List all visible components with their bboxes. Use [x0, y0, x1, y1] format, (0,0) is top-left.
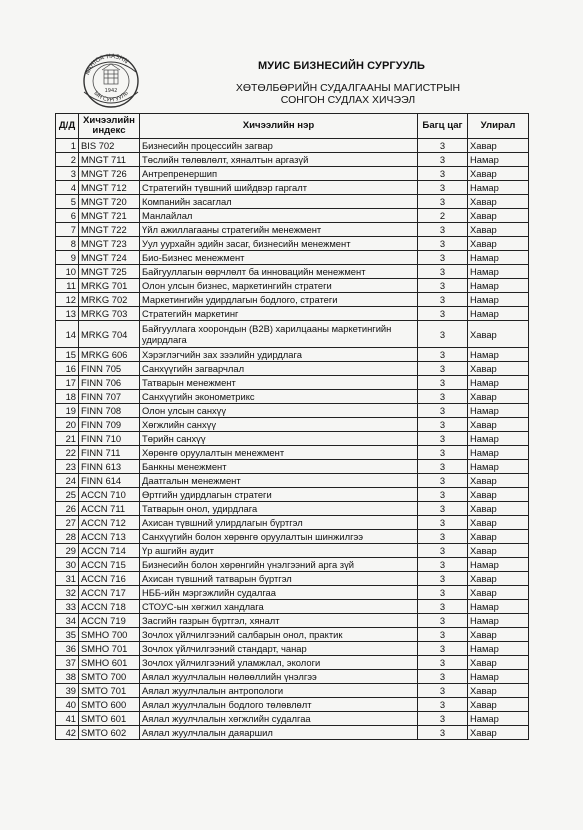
row-number: 21 [56, 432, 79, 446]
document-subtitle [226, 82, 470, 106]
credit-hours: 3 [418, 418, 468, 432]
subtitle-line-2: СОНГОН СУДЛАХ ХИЧЭЭЛ [280, 94, 416, 106]
table-body [56, 139, 529, 740]
semester: Хавар [468, 628, 529, 642]
semester: Хавар [468, 362, 529, 376]
credit-hours: 3 [418, 670, 468, 684]
course-code: ACCN 717 [79, 586, 140, 600]
course-name: Аялал жуулчлалын бодлого төлөвлөлт [140, 698, 418, 712]
course-code: FINN 708 [79, 404, 140, 418]
table-row [56, 460, 529, 474]
table-row [56, 698, 529, 712]
table-row [56, 712, 529, 726]
course-code: SMHO 700 [79, 628, 140, 642]
table-row [56, 279, 529, 293]
table-row [56, 572, 529, 586]
course-name: Антрепренершип [140, 167, 418, 181]
semester: Намар [468, 307, 529, 321]
table-row [56, 530, 529, 544]
course-code: SMTO 602 [79, 726, 140, 740]
course-code: MNGT 722 [79, 223, 140, 237]
row-number: 28 [56, 530, 79, 544]
semester: Намар [468, 348, 529, 362]
credit-hours: 3 [418, 600, 468, 614]
course-code: SMHO 701 [79, 642, 140, 656]
credit-hours: 3 [418, 237, 468, 251]
row-number: 37 [56, 656, 79, 670]
table-row [56, 321, 529, 348]
semester: Хавар [468, 223, 529, 237]
course-code: FINN 711 [79, 446, 140, 460]
credit-hours: 3 [418, 698, 468, 712]
course-name: Аялал жуулчлалын нөлөөллийн үнэлгээ [140, 670, 418, 684]
semester: Намар [468, 404, 529, 418]
row-number: 32 [56, 586, 79, 600]
semester: Хавар [468, 195, 529, 209]
semester: Намар [468, 181, 529, 195]
row-number: 39 [56, 684, 79, 698]
table-row [56, 404, 529, 418]
table-row [56, 614, 529, 628]
course-code: BIS 702 [79, 139, 140, 153]
semester: Хавар [468, 167, 529, 181]
credit-hours: 3 [418, 726, 468, 740]
course-code: MNGT 712 [79, 181, 140, 195]
course-name: Зочлох үйлчилгээний стандарт, чанар [140, 642, 418, 656]
course-name: НББ-ийн мэргэжлийн судалгаа [140, 586, 418, 600]
course-name: Санхүүгийн эконометрикс [140, 390, 418, 404]
table-row [56, 195, 529, 209]
credit-hours: 3 [418, 656, 468, 670]
credit-hours: 3 [418, 265, 468, 279]
course-code: ACCN 712 [79, 516, 140, 530]
course-code: MNGT 723 [79, 237, 140, 251]
semester: Намар [468, 251, 529, 265]
row-number: 27 [56, 516, 79, 530]
credit-hours: 3 [418, 139, 468, 153]
column-header-semester: Улирал [468, 114, 529, 139]
table-row [56, 167, 529, 181]
credit-hours: 3 [418, 586, 468, 600]
table-row [56, 209, 529, 223]
course-name: Бизнесийн болон хөрөнгийн үнэлгээний арга зүй [140, 558, 418, 572]
row-number: 8 [56, 237, 79, 251]
semester: Намар [468, 642, 529, 656]
course-name: Стратегийн түвшний шийдвэр гаргалт [140, 181, 418, 195]
column-header-course-name: Хичээлийн нэр [140, 114, 418, 139]
course-name: Үр ашгийн аудит [140, 544, 418, 558]
credit-hours: 3 [418, 404, 468, 418]
course-name: Даатгалын менежмент [140, 474, 418, 488]
row-number: 17 [56, 376, 79, 390]
course-code: FINN 705 [79, 362, 140, 376]
semester: Намар [468, 265, 529, 279]
course-name: Үйл ажиллагааны стратегийн менежмент [140, 223, 418, 237]
table-row [56, 586, 529, 600]
table-row [56, 237, 529, 251]
course-code: FINN 613 [79, 460, 140, 474]
row-number: 7 [56, 223, 79, 237]
semester: Намар [468, 600, 529, 614]
credit-hours: 2 [418, 209, 468, 223]
credit-hours: 3 [418, 544, 468, 558]
credit-hours: 3 [418, 307, 468, 321]
course-code: FINN 710 [79, 432, 140, 446]
credit-hours: 3 [418, 153, 468, 167]
course-code: SMHO 601 [79, 656, 140, 670]
course-code: ACCN 710 [79, 488, 140, 502]
credit-hours: 3 [418, 223, 468, 237]
table-row [56, 390, 529, 404]
table-header-row [56, 114, 529, 139]
row-number: 2 [56, 153, 79, 167]
table-row [56, 544, 529, 558]
semester: Хавар [468, 390, 529, 404]
semester: Хавар [468, 237, 529, 251]
table-row [56, 628, 529, 642]
row-number: 12 [56, 293, 79, 307]
course-name: Байгууллагын өөрчлөлт ба инновацийн менежмент [140, 265, 418, 279]
credit-hours: 3 [418, 390, 468, 404]
table-row [56, 265, 529, 279]
course-name: Бизнесийн процессийн загвар [140, 139, 418, 153]
table-row [56, 600, 529, 614]
row-number: 34 [56, 614, 79, 628]
svg-text:NAHIOA HASHN: NAHIOA HASHN [83, 52, 130, 76]
row-number: 36 [56, 642, 79, 656]
course-code: FINN 706 [79, 376, 140, 390]
table-row [56, 656, 529, 670]
course-name: Манлайлал [140, 209, 418, 223]
semester: Хавар [468, 418, 529, 432]
credit-hours: 3 [418, 502, 468, 516]
course-code: SMTO 701 [79, 684, 140, 698]
course-code: ACCN 715 [79, 558, 140, 572]
course-name: Олон улсын санхүү [140, 404, 418, 418]
course-code: FINN 614 [79, 474, 140, 488]
row-number: 10 [56, 265, 79, 279]
credit-hours: 3 [418, 642, 468, 656]
course-name: Аялал жуулчлалын даяаршил [140, 726, 418, 740]
course-code: MRKG 606 [79, 348, 140, 362]
table-row [56, 181, 529, 195]
semester: Намар [468, 614, 529, 628]
credit-hours: 3 [418, 572, 468, 586]
course-name: Аялал жуулчлалын антропологи [140, 684, 418, 698]
credit-hours: 3 [418, 446, 468, 460]
row-number: 6 [56, 209, 79, 223]
course-code: ACCN 716 [79, 572, 140, 586]
subtitle-line-1: ХӨТӨЛБӨРИЙН СУДАЛГААНЫ МАГИСТРЫН [235, 82, 461, 94]
semester: Намар [468, 558, 529, 572]
semester: Хавар [468, 530, 529, 544]
course-name: Хэрэглэгчийн зах зээлийн удирдлага [140, 348, 418, 362]
table-row [56, 139, 529, 153]
table-row [56, 362, 529, 376]
semester: Хавар [468, 209, 529, 223]
course-code: MNGT 720 [79, 195, 140, 209]
semester: Намар [468, 153, 529, 167]
course-code: MNGT 724 [79, 251, 140, 265]
course-name: Ахисан түвшний татварын бүртгэл [140, 572, 418, 586]
credit-hours: 3 [418, 684, 468, 698]
course-name: Уул уурхайн эдийн засаг, бизнесийн менежмент [140, 237, 418, 251]
credit-hours: 3 [418, 195, 468, 209]
semester: Хавар [468, 684, 529, 698]
university-seal-logo [78, 48, 144, 110]
course-name: Байгууллага хоорондын (B2B) харилцааны маркетингийн удирдлага [140, 321, 418, 348]
table-row [56, 293, 529, 307]
course-name: Банкны менежмент [140, 460, 418, 474]
table-row [56, 223, 529, 237]
row-number: 26 [56, 502, 79, 516]
table-row [56, 348, 529, 362]
svg-text:ЫН СУРГУУЛЬ: ЫН СУРГУУЛЬ [92, 90, 130, 104]
row-number: 40 [56, 698, 79, 712]
credit-hours: 3 [418, 362, 468, 376]
credit-hours: 3 [418, 530, 468, 544]
row-number: 9 [56, 251, 79, 265]
row-number: 29 [56, 544, 79, 558]
semester: Намар [468, 670, 529, 684]
semester: Намар [468, 279, 529, 293]
credit-hours: 3 [418, 460, 468, 474]
course-name: Стратегийн маркетинг [140, 307, 418, 321]
course-code: ACCN 718 [79, 600, 140, 614]
course-code: MRKG 702 [79, 293, 140, 307]
course-code: ACCN 714 [79, 544, 140, 558]
course-code: FINN 709 [79, 418, 140, 432]
column-header-number: Д/Д [56, 114, 79, 139]
row-number: 31 [56, 572, 79, 586]
credit-hours: 3 [418, 279, 468, 293]
credit-hours: 3 [418, 712, 468, 726]
table-row [56, 558, 529, 572]
course-code: MRKG 703 [79, 307, 140, 321]
row-number: 3 [56, 167, 79, 181]
semester: Хавар [468, 516, 529, 530]
course-code: ACCN 711 [79, 502, 140, 516]
table-row [56, 376, 529, 390]
table-row [56, 684, 529, 698]
semester: Хавар [468, 321, 529, 348]
course-name: Олон улсын бизнес, маркетингийн стратеги [140, 279, 418, 293]
credit-hours: 3 [418, 181, 468, 195]
svg-text:1942: 1942 [104, 88, 118, 94]
table-row [56, 251, 529, 265]
course-name: Ахисан түвшний улирдлагын бүртгэл [140, 516, 418, 530]
course-code: FINN 707 [79, 390, 140, 404]
semester: Хавар [468, 544, 529, 558]
course-code: MNGT 726 [79, 167, 140, 181]
credit-hours: 3 [418, 628, 468, 642]
row-number: 14 [56, 321, 79, 348]
row-number: 15 [56, 348, 79, 362]
course-name: Компанийн засаглал [140, 195, 418, 209]
course-name: Маркетингийн удирдлагын бодлого, стратеги [140, 293, 418, 307]
course-code: MNGT 711 [79, 153, 140, 167]
semester: Намар [468, 712, 529, 726]
semester: Хавар [468, 586, 529, 600]
course-code: ACCN 713 [79, 530, 140, 544]
course-name: Төслийн төлөвлөлт, хяналтын аргазүй [140, 153, 418, 167]
course-name: СТОУС-ын хөгжил хандлага [140, 600, 418, 614]
column-header-credits: Багц цаг [418, 114, 468, 139]
credit-hours: 3 [418, 432, 468, 446]
row-number: 22 [56, 446, 79, 460]
row-number: 42 [56, 726, 79, 740]
table-row [56, 418, 529, 432]
table-row [56, 307, 529, 321]
credit-hours: 3 [418, 488, 468, 502]
credit-hours: 3 [418, 348, 468, 362]
course-code: ACCN 719 [79, 614, 140, 628]
row-number: 1 [56, 139, 79, 153]
semester: Хавар [468, 474, 529, 488]
semester: Намар [468, 293, 529, 307]
table-row [56, 488, 529, 502]
course-name: Хөгжлийн санхүү [140, 418, 418, 432]
table-row [56, 670, 529, 684]
credit-hours: 3 [418, 321, 468, 348]
semester: Хавар [468, 139, 529, 153]
row-number: 19 [56, 404, 79, 418]
course-code: MNGT 725 [79, 265, 140, 279]
row-number: 25 [56, 488, 79, 502]
document-header [0, 0, 583, 112]
credit-hours: 3 [418, 558, 468, 572]
course-name: Татварын онол, удирдлага [140, 502, 418, 516]
course-name: Хөрөнгө оруулалтын менежмент [140, 446, 418, 460]
credit-hours: 3 [418, 167, 468, 181]
course-name: Аялал жуулчлалын хөгжлийн судалгаа [140, 712, 418, 726]
row-number: 33 [56, 600, 79, 614]
course-code: MRKG 704 [79, 321, 140, 348]
semester: Хавар [468, 656, 529, 670]
table-row [56, 474, 529, 488]
credit-hours: 3 [418, 614, 468, 628]
semester: Хавар [468, 572, 529, 586]
row-number: 18 [56, 390, 79, 404]
course-name: Санхүүгийн болон хөрөнгө оруулалтын шинжилгээ [140, 530, 418, 544]
semester: Намар [468, 460, 529, 474]
row-number: 4 [56, 181, 79, 195]
course-name: Био-Бизнес менежмент [140, 251, 418, 265]
row-number: 41 [56, 712, 79, 726]
credit-hours: 3 [418, 516, 468, 530]
row-number: 20 [56, 418, 79, 432]
semester: Намар [468, 446, 529, 460]
semester: Хавар [468, 488, 529, 502]
column-header-course-code: Хичээлийн индекс [79, 114, 140, 139]
table-row [56, 726, 529, 740]
row-number: 16 [56, 362, 79, 376]
course-name: Санхүүгийн загварчлал [140, 362, 418, 376]
row-number: 24 [56, 474, 79, 488]
course-name: Татварын менежмент [140, 376, 418, 390]
course-code: SMTO 601 [79, 712, 140, 726]
row-number: 35 [56, 628, 79, 642]
semester: Хавар [468, 502, 529, 516]
table-row [56, 153, 529, 167]
table-row [56, 502, 529, 516]
row-number: 5 [56, 195, 79, 209]
table-row [56, 642, 529, 656]
semester: Намар [468, 432, 529, 446]
row-number: 30 [56, 558, 79, 572]
course-name: Төрийн санхүү [140, 432, 418, 446]
course-name: Өртгийн удирдлагын стратеги [140, 488, 418, 502]
row-number: 13 [56, 307, 79, 321]
credit-hours: 3 [418, 251, 468, 265]
course-name: Засгийн газрын бүртгэл, хяналт [140, 614, 418, 628]
school-name: МУИС БИЗНЕСИЙН СУРГУУЛЬ [258, 60, 426, 72]
course-code: MRKG 701 [79, 279, 140, 293]
course-code: SMTO 600 [79, 698, 140, 712]
course-name: Зочлох үйлчилгээний салбарын онол, практик [140, 628, 418, 642]
table-row [56, 516, 529, 530]
course-code: MNGT 721 [79, 209, 140, 223]
semester: Хавар [468, 726, 529, 740]
row-number: 11 [56, 279, 79, 293]
table-row [56, 432, 529, 446]
row-number: 38 [56, 670, 79, 684]
elective-courses-table [55, 113, 529, 740]
credit-hours: 3 [418, 293, 468, 307]
course-code: SMTO 700 [79, 670, 140, 684]
row-number: 23 [56, 460, 79, 474]
semester: Намар [468, 376, 529, 390]
semester: Хавар [468, 698, 529, 712]
credit-hours: 3 [418, 376, 468, 390]
table-row [56, 446, 529, 460]
credit-hours: 3 [418, 474, 468, 488]
course-name: Зочлох үйлчилгээний уламжлал, экологи [140, 656, 418, 670]
